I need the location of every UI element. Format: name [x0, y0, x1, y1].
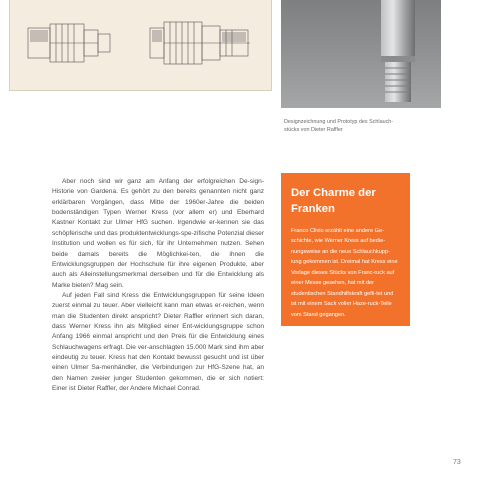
design-drawing-figure	[9, 0, 272, 91]
article-column	[52, 177, 264, 395]
sidebar-box	[281, 173, 410, 326]
article-paragraph: Auf jeden Fall sind Kress die Entwicklungsgruppen für seine Ideen zuerst einmal zu teuer. Aber vielleicht kann man etwas er-reichen, wenn man die Studenten direkt anspricht? Dieter Raffler erinnert sich daran, dass Werner Kress ihn als Mitglied einer Ent-wicklungsgruppe schon Anfang 1966 einmal anspricht und den Preis für die Entwicklung eines Schlauchwagens erfragt. Die ver-anschlagten 15.000 Mark sind ihm aber eindeutig zu teuer. Kress hat den Kontakt bewusst gesucht und ist über einen Ulmer Sa-menhändler, die Verbindungen zur HfG-Szene hat, an den Namen zweier junger Studenten gekommen, die er sich notiert: Einer ist Dieter Raffler, der Andere Michael Conrad.	[52, 291, 264, 393]
hose-coupling-photo	[281, 0, 441, 108]
page-number: 73	[453, 459, 461, 466]
sidebar-text: Franco Clivio erzählt eine andere Ge-schichte, wie Werner Kress auf bedie-nungsweise an die neue Schlauchkupp-lung gekommen ist. Dreimal hat Kress eine Vorlage dieses Stücks von Franc-ruck auf einer Messe gesehen, hat mit der studentischen Standhilfskraft gefli-tet und ist mit einem Sack voller Haze-ruck-Teile vom Stand gegangen.	[291, 228, 398, 318]
prototype-photo	[281, 0, 441, 108]
hose-coupling-drawing	[10, 0, 271, 90]
sidebar-title: Der Charme der Franken	[291, 187, 376, 215]
figure-caption: Designzeichnung und Prototyp des Schlauch- stücks von Dieter Raffler	[284, 119, 394, 133]
article-paragraph: Aber noch sind wir ganz am Anfang der erfolgreichen De-sign-Historie von Gardena. Es gehört zu den bereits genannten nicht ganz erklärbaren Vorgängen, dass Mitte der 1960er-Jahre die beiden bodenständigen Typen Werner Kress (vor allem er) und Eberhard Kastner Kontakt zur Ulmer HfG suchen. Irgendwie er-kennen sie das schöpferische und das produktentwicklungs-spe-zifische Potenzial dieser Institution und wollen es für sich, für ihr Unternehmen nutzen. Sehen beide damals bereits die Möglichkei-ten, die ihnen die Entwicklungsgruppen der Hochschule für ihre eigenen Produkte, aber auch als Alleinstellungsmerkmal derselben und für die Entwicklung als Marke bieten? Mag sein.	[52, 178, 264, 289]
